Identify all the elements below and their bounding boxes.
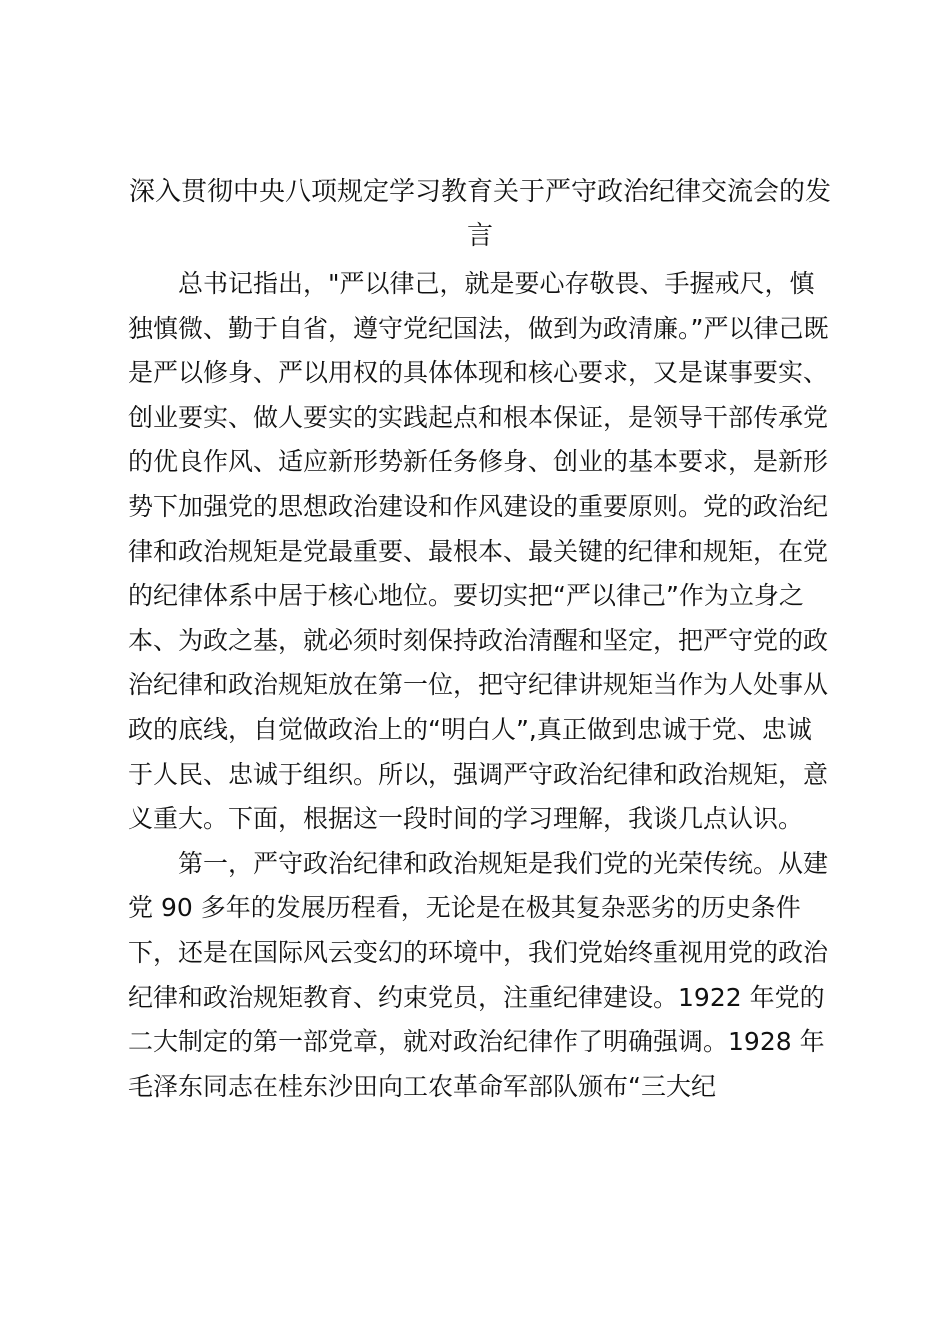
document-title: 深入贯彻中央八项规定学习教育关于严守政治纪律交流会的发言 [128,177,831,251]
paragraph-1: 总书记指出，"严以律己，就是要心存敬畏、手握戒尺，慎独慎微、勤于自省，遵守党纪国法，做到为政清廉。”严以律己既是严以修身、严以用权的具体体现和核心要求，又是谋事要实、创业要实、做人要实的实践起点和根本保证，是领导干部传承党的优良作风、适应新形势新任务修身、创业的基本要求，是新形势下加强党的思想政治建设和作风建设的重要原则。党的政治纪律和政治规矩是党最重要、最根本、最关键的纪律和规矩，在党的纪律体系中居于核心地位。要切实把“严以律己”作为立身之本、为政之基，就必须时刻保持政治清醒和坚定，把严守党的政治纪律和政治规矩放在第一位，把守纪律讲规矩当作为人处事从政的底线，自觉做政治上的“明白人”,真正做到忠诚于党、忠诚于人民、忠诚于组织。所以，强调严守政治纪律和政治规矩，意义重大。下面，根据这一段时间的学习理解，我谈几点认识。 [128,269,829,834]
document-page [128,170,832,1109]
paragraph-2: 第一，严守政治纪律和政治规矩是我们党的光荣传统。从建党 90 多年的发展历程看，无论是在极其复杂恶劣的历史条件下，还是在国际风云变幻的环境中，我们党始终重视用党的政治纪律和政治规矩教育、约束党员，注重纪律建设。1922 年党的二大制定的第一部党章，就对政治纪律作了明确强调。1928 年毛泽东同志在桂东沙田向工农革命军部队颁布“三大纪 [128,848,829,1101]
